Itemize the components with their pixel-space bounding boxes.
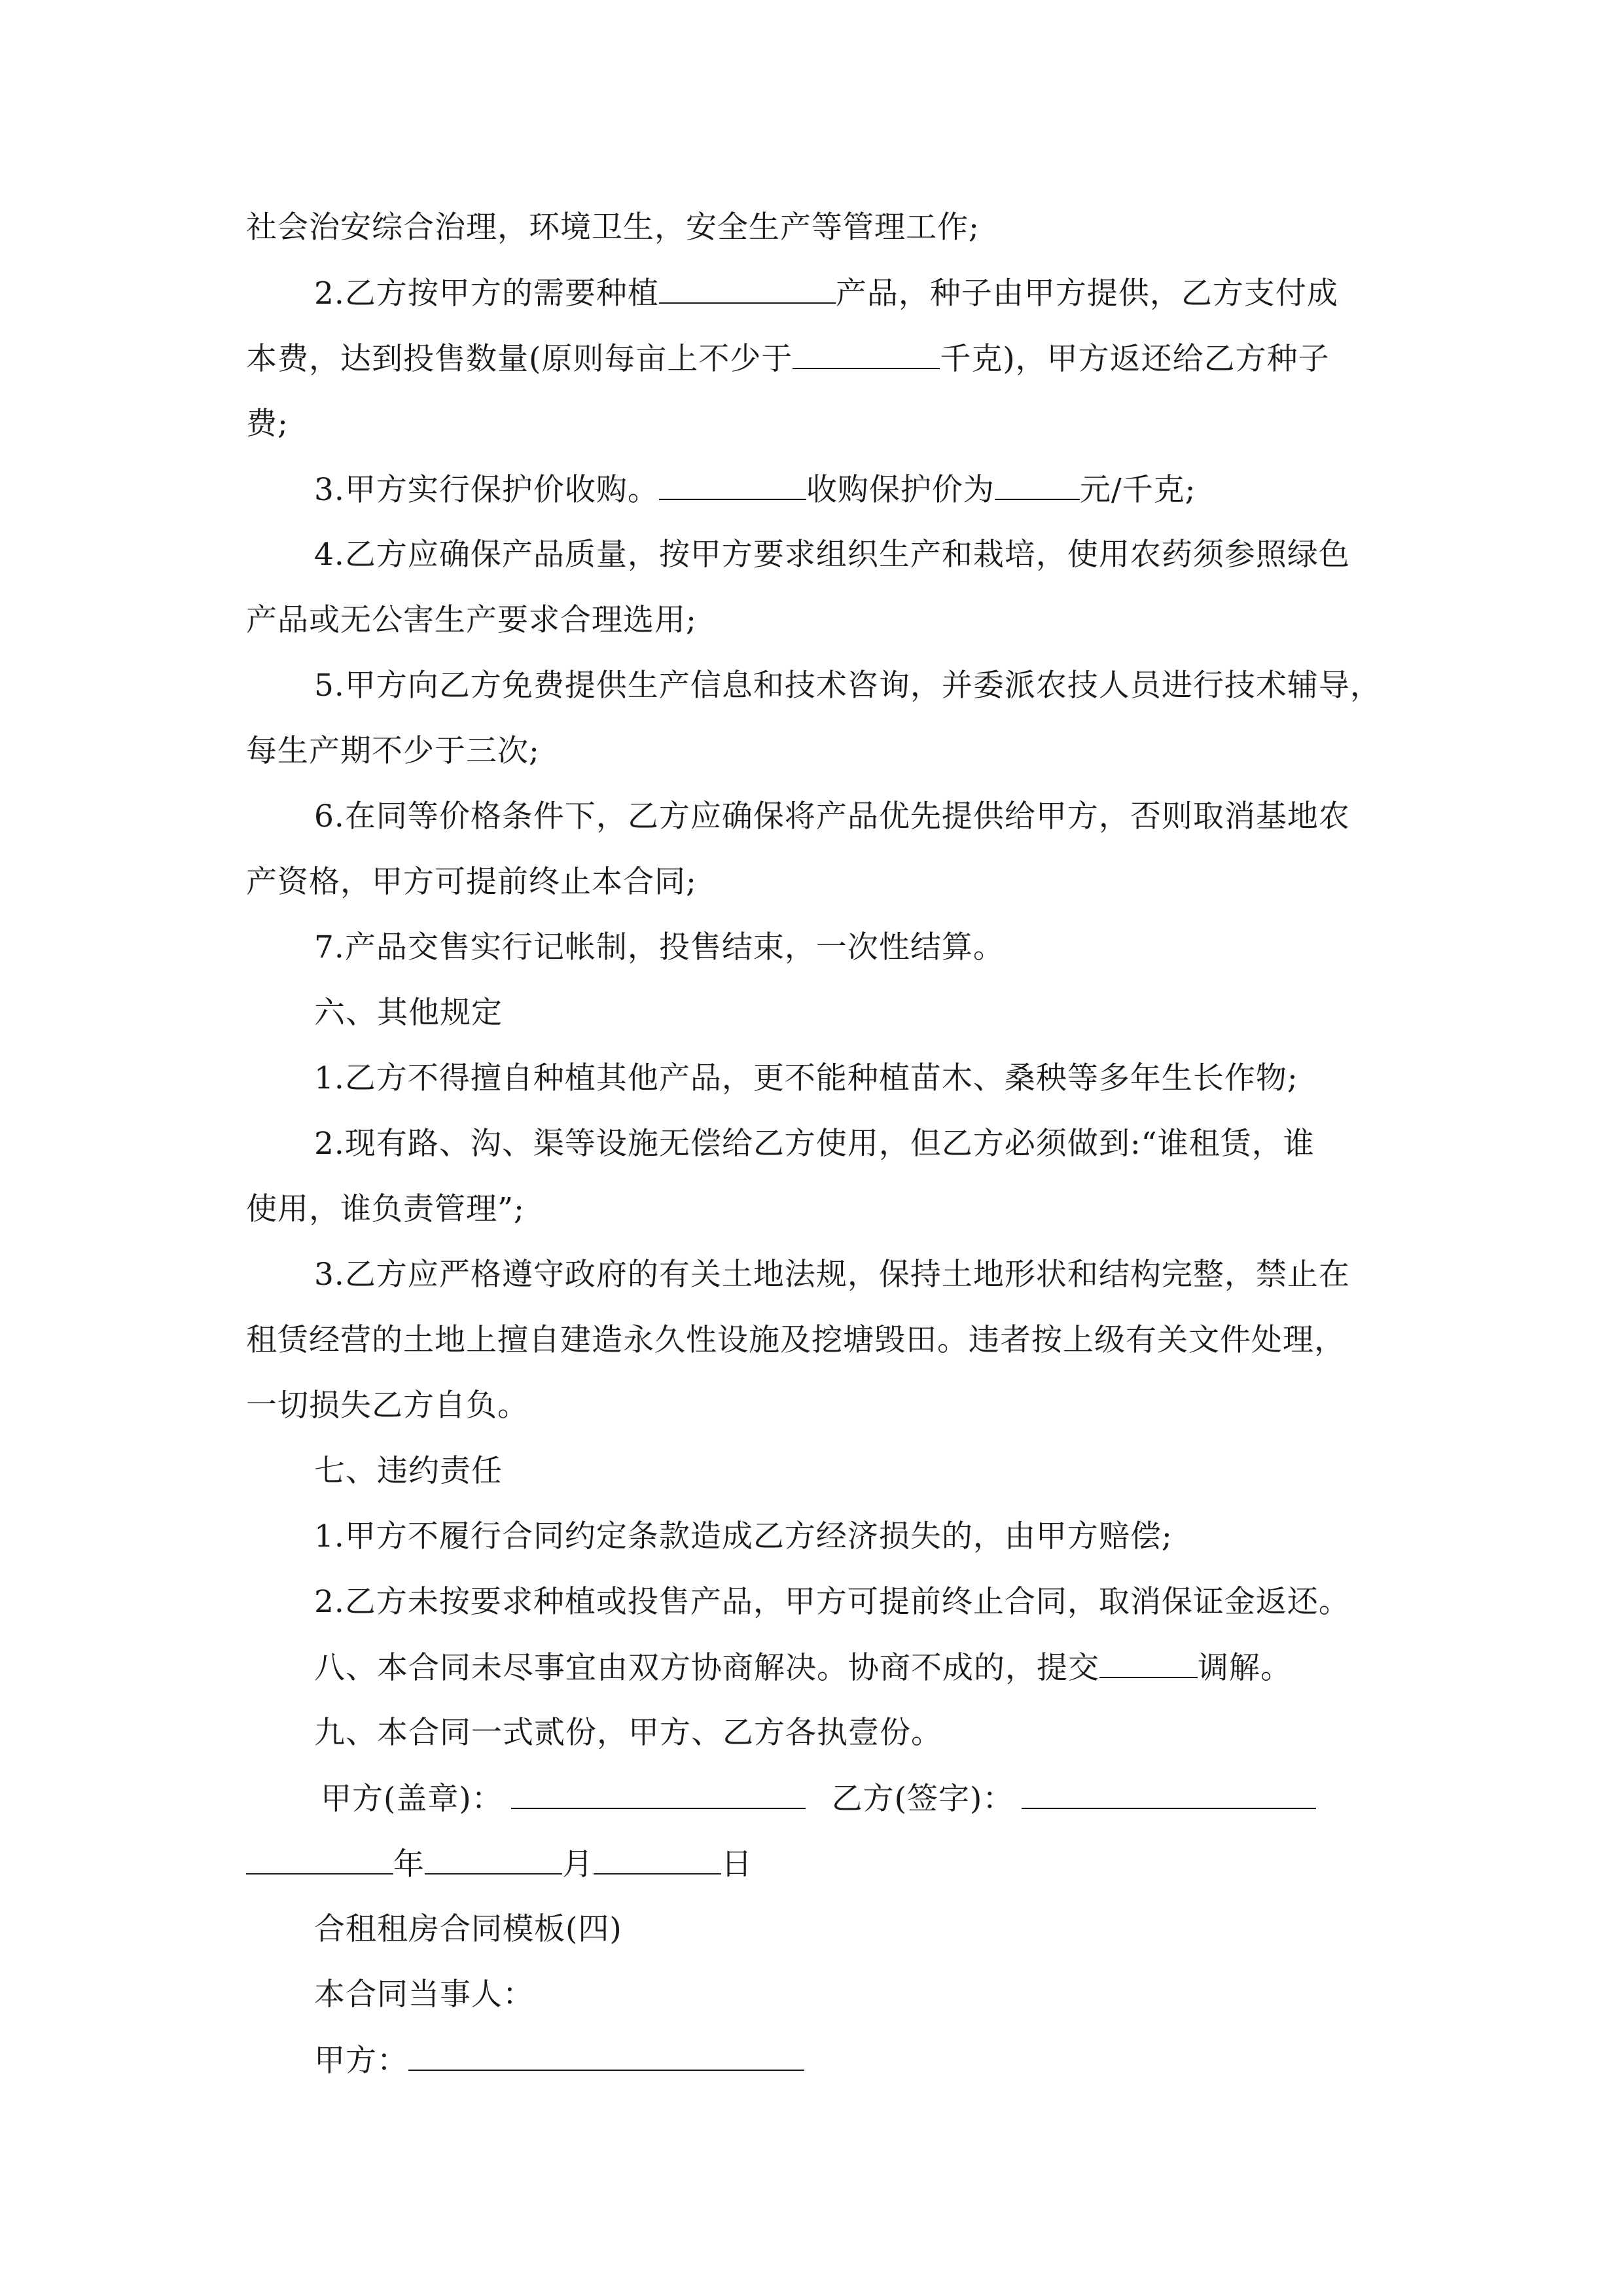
rule-3-line-1: 3.乙方应严格遵守政府的有关土地法规，保持土地形状和结构完整，禁止在	[314, 1257, 1350, 1293]
paragraph-line: 社会治安综合治理，环境卫生，安全生产等管理工作;	[246, 209, 980, 245]
clause-3: 3.甲方实行保护价收购。 收购保护价为 元/千克;	[314, 470, 1453, 509]
section-heading-7: 七、违约责任	[314, 1453, 503, 1489]
clause-5-line-2: 每生产期不少于三次;	[246, 733, 540, 769]
blank-line	[995, 470, 1080, 500]
rule-1: 1.乙方不得擅自种植其他产品，更不能种植苗木、桑秧等多年生长作物;	[314, 1060, 1298, 1096]
clause-4-line-1: 4.乙方应确保产品质量，按甲方要求组织生产和栽培，使用农药须参照绿色	[314, 537, 1350, 573]
blank-line	[1099, 1648, 1198, 1678]
parties-label: 本合同当事人：	[314, 1977, 534, 2013]
section-9: 九、本合同一式贰份，甲方、乙方各执壹份。	[314, 1715, 942, 1751]
party-a-seal-blank	[511, 1779, 806, 1809]
day-blank	[594, 1844, 721, 1874]
blank-line	[659, 274, 836, 304]
clause-6-line-1: 6.在同等价格条件下，乙方应确保将产品优先提供给甲方，否则取消基地农	[314, 798, 1350, 834]
section-heading-6: 六、其他规定	[314, 995, 503, 1031]
signature-line: 甲方(盖章)： 乙方(签字)：	[321, 1779, 1459, 1818]
template-title: 合租租房合同模板(四)	[314, 1911, 622, 1947]
clause-2-line-2: 本费，达到投售数量(原则每亩上不少于 千克)，甲方返还给乙方种子	[246, 339, 1385, 378]
party-a-blank	[408, 2041, 804, 2071]
blank-line	[659, 470, 806, 500]
clause-7: 7.产品交售实行记帐制，投售结束，一次性结算。	[314, 929, 1005, 965]
clause-2-line-3: 费;	[246, 406, 289, 442]
month-blank	[425, 1844, 562, 1874]
year-blank	[246, 1844, 393, 1874]
clause-2-line-1: 2.乙方按甲方的需要种植 产品，种子由甲方提供，乙方支付成	[314, 274, 1453, 313]
rule-2-line-1: 2.现有路、沟、渠等设施无偿给乙方使用，但乙方必须做到:“谁租赁，谁	[314, 1126, 1315, 1162]
clause-6-line-2: 产资格，甲方可提前终止本合同;	[246, 864, 697, 900]
party-b-sign-blank	[1022, 1779, 1316, 1809]
date-line: 年 月 日	[246, 1844, 1385, 1884]
clause-4-line-2: 产品或无公害生产要求合理选用;	[246, 602, 697, 638]
rule-3-line-2: 租赁经营的土地上擅自建造永久性设施及挖塘毁田。违者按上级有关文件处理，	[246, 1322, 1346, 1358]
clause-5-line-1: 5.甲方向乙方免费提供生产信息和技术咨询，并委派农技人员进行技术辅导，	[314, 668, 1382, 704]
rule-2-line-2: 使用，谁负责管理”;	[246, 1191, 525, 1227]
rule-3-line-3: 一切损失乙方自负。	[246, 1388, 529, 1424]
section-8: 八、本合同未尽事宜由双方协商解决。协商不成的，提交 调解。	[314, 1648, 1453, 1687]
liability-1: 1.甲方不履行合同约定条款造成乙方经济损失的，由甲方赔偿;	[314, 1518, 1173, 1554]
liability-2: 2.乙方未按要求种植或投售产品，甲方可提前终止合同，取消保证金返还。	[314, 1584, 1350, 1620]
blank-line	[793, 339, 940, 369]
party-a-line: 甲方：	[314, 2041, 1453, 2080]
